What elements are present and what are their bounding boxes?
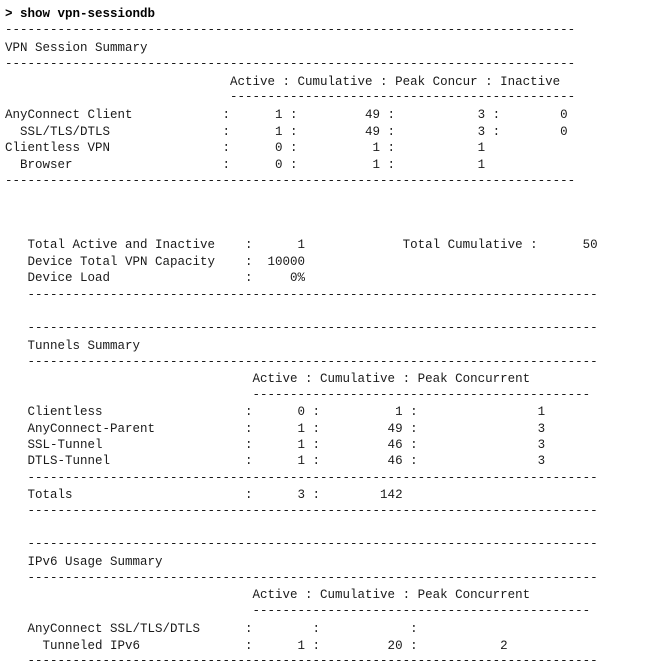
tunnel-row-ssl-tunnel: SSL-Tunnel : 1 : 46 : 3 <box>5 438 546 452</box>
device-capacity-line: Device Total VPN Capacity : 10000 <box>5 255 306 269</box>
session-column-headers: Active : Cumulative : Peak Concur : Inactive <box>5 75 561 89</box>
separator-line: ---------------------------------------------------------------------------- <box>5 571 598 585</box>
separator-line: ---------------------------------------------------------------------------- <box>5 504 598 518</box>
session-row-anyconnect-client: AnyConnect Client : 1 : 49 : 3 : 0 <box>5 108 568 122</box>
command-line: > show vpn-sessiondb <box>5 7 156 21</box>
session-row-clientless-vpn: Clientless VPN : 0 : 1 : 1 <box>5 141 486 155</box>
tunnel-row-dtls-tunnel: DTLS-Tunnel : 1 : 46 : 3 <box>5 454 546 468</box>
separator-line: ---------------------------------------------------------------------------- <box>5 57 576 71</box>
session-row-browser: Browser : 0 : 1 : 1 <box>5 158 486 172</box>
separator-line: --------------------------------------------- <box>5 388 591 402</box>
separator-line: ---------------------------------------------------------------------------- <box>5 471 598 485</box>
ipv6-usage-summary-title: IPv6 Usage Summary <box>5 555 163 569</box>
tunnel-row-clientless: Clientless : 0 : 1 : 1 <box>5 405 546 419</box>
vpn-session-summary-title: VPN Session Summary <box>5 41 148 55</box>
separator-line: ---------------------------------------------------------------------------- <box>5 321 598 335</box>
ipv6-row-anyconnect-ssl-tls-dtls: AnyConnect SSL/TLS/DTLS : : : <box>5 622 418 636</box>
ipv6-row-tunneled-ipv6: Tunneled IPv6 : 1 : 20 : 2 <box>5 639 508 653</box>
device-load-line: Device Load : 0% <box>5 271 306 285</box>
ipv6-column-headers: Active : Cumulative : Peak Concurrent <box>5 588 531 602</box>
tunnel-column-headers: Active : Cumulative : Peak Concurrent <box>5 372 531 386</box>
tunnels-summary-title: Tunnels Summary <box>5 339 141 353</box>
separator-line: ---------------------------------------------- <box>5 90 576 104</box>
separator-line: ---------------------------------------------------------------------------- <box>5 288 598 302</box>
separator-line: ---------------------------------------------------------------------------- <box>5 537 598 551</box>
separator-line: ---------------------------------------------------------------------------- <box>5 355 598 369</box>
tunnel-row-anyconnect-parent: AnyConnect-Parent : 1 : 49 : 3 <box>5 422 546 436</box>
separator-line: --------------------------------------------- <box>5 604 591 618</box>
session-row-ssl-tls-dtls: SSL/TLS/DTLS : 1 : 49 : 3 : 0 <box>5 125 568 139</box>
tunnel-row-totals: Totals : 3 : 142 <box>5 488 403 502</box>
separator-line: ---------------------------------------------------------------------------- <box>5 174 576 188</box>
total-active-inactive-line: Total Active and Inactive : 1 Total Cumulative : 50 <box>5 238 598 252</box>
separator-line: ---------------------------------------------------------------------------- <box>5 23 576 37</box>
separator-line: ---------------------------------------------------------------------------- <box>5 654 598 668</box>
